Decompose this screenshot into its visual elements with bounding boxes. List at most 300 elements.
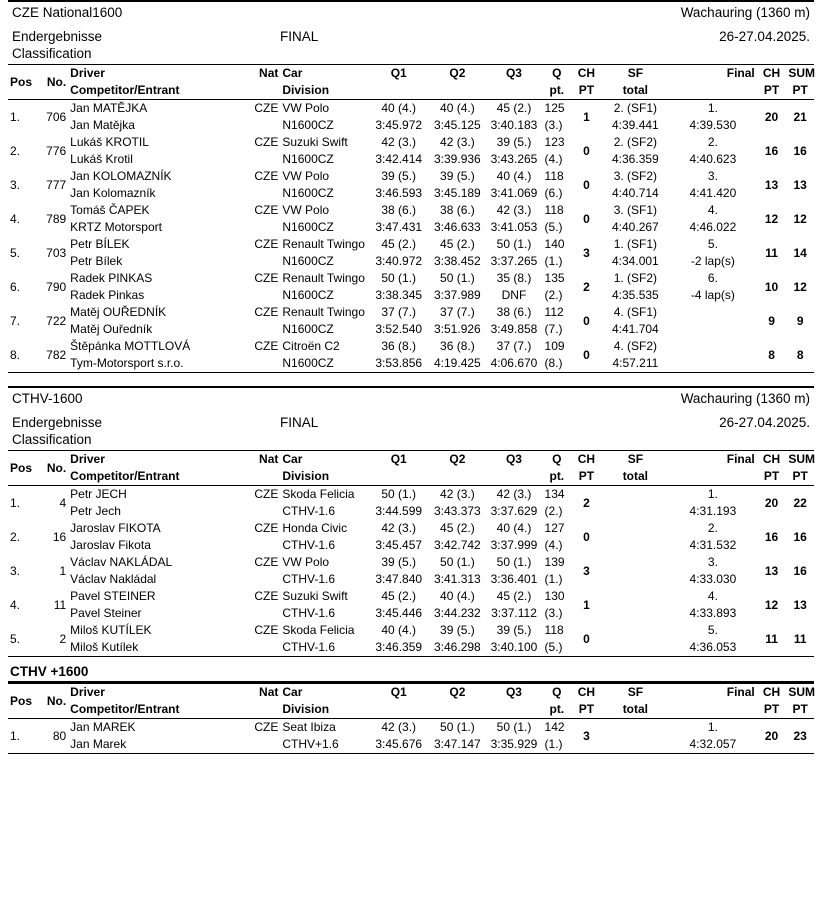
header-final: Final — [669, 65, 757, 83]
cell-chpt: 0 — [583, 313, 590, 328]
cell-no: 4 — [59, 495, 67, 510]
cell-q2b: 3:37.989 — [434, 288, 481, 302]
cell-q2a: 42 (3.) — [440, 135, 475, 149]
cell-entrant: Jaroslav Fikota — [70, 538, 151, 552]
cell-pos: 1. — [10, 728, 21, 743]
cell-chpt: 3 — [583, 245, 590, 260]
cell-nat: CZE — [254, 203, 279, 217]
cell-q1a: 39 (5.) — [381, 169, 417, 183]
cell-q1b: 3:44.599 — [375, 504, 423, 518]
header-sftotal: total — [602, 701, 669, 719]
cell-pos: 8. — [10, 347, 21, 362]
header-qpt: pt. — [543, 82, 572, 100]
cell-sfa — [602, 520, 669, 537]
cell-q2a: 42 (3.) — [440, 487, 475, 501]
cell-q1a: 50 (1.) — [381, 487, 417, 501]
header-nat: Nat — [221, 451, 280, 469]
header-q1: Q1 — [368, 684, 429, 702]
cell-q3b: 3:43.265 — [490, 152, 538, 166]
cell-q1b: 3:45.676 — [375, 737, 423, 751]
header-competitor: Competitor/Entrant — [68, 82, 221, 100]
cell-q3a: 45 (2.) — [496, 589, 532, 603]
cell-q1a: 42 (3.) — [381, 135, 417, 149]
cell-qa: 112 — [544, 305, 564, 319]
table-row-sub — [8, 287, 814, 304]
cell-fina: 5. — [707, 623, 718, 637]
header-q3: Q3 — [485, 451, 542, 469]
results-section — [8, 0, 814, 373]
cell-no: 777 — [46, 177, 67, 192]
header-sftotal: total — [602, 468, 669, 486]
class-title: CTHV-1600 — [12, 391, 83, 406]
cell-qb: (2.) — [544, 288, 563, 302]
cell-finb: 4:46.022 — [689, 220, 737, 234]
cell-finb — [669, 355, 757, 372]
cell-q3a: 39 (5.) — [496, 623, 532, 637]
header-ch: CH — [571, 65, 602, 83]
cell-chpt: 3 — [583, 563, 590, 578]
cell-sfb — [602, 571, 669, 588]
cell-qb: (1.) — [544, 737, 563, 751]
cell-division: N1600CZ — [282, 356, 334, 370]
cell-q1b: 3:47.840 — [375, 572, 423, 586]
table-row-sub — [8, 537, 814, 554]
cell-q2b: 3:43.373 — [434, 504, 481, 518]
cell-q3a: 50 (1.) — [496, 237, 532, 251]
cell-ch2: 20 — [764, 109, 779, 124]
cell-nat: CZE — [254, 271, 279, 285]
cell-driver: Štěpánka MOTTLOVÁ — [70, 339, 191, 353]
header-q1: Q1 — [368, 451, 429, 469]
cell-sfb — [602, 736, 669, 753]
header-division: Division — [280, 82, 368, 100]
cell-car: VW Polo — [282, 169, 330, 183]
header-chpt: PT — [571, 82, 602, 100]
cell-q3b: 3:37.265 — [490, 254, 538, 268]
cell-qb: (5.) — [544, 220, 563, 234]
cell-driver: Jaroslav FIKOTA — [70, 521, 161, 535]
cell-sfb — [602, 639, 669, 656]
cell-fina: 3. — [707, 555, 718, 569]
cell-no: 703 — [46, 245, 67, 260]
venue: Wachauring (1360 m) — [680, 391, 810, 406]
cell-qa: 118 — [544, 623, 564, 637]
cell-ch2: 13 — [764, 563, 779, 578]
cell-division: CTHV-1.6 — [282, 640, 336, 654]
cell-car: VW Polo — [282, 203, 330, 217]
cell-q2b: 3:41.313 — [434, 572, 481, 586]
cell-q1b: 3:40.972 — [375, 254, 423, 268]
cell-qa: 140 — [544, 237, 565, 251]
cell-pos: 7. — [10, 313, 21, 328]
cell-ch2: 16 — [764, 529, 779, 544]
cell-division: N1600CZ — [282, 322, 334, 336]
results-section — [8, 661, 814, 754]
cell-ch2: 8 — [768, 347, 775, 362]
cell-ch2: 16 — [764, 143, 779, 158]
cell-fina: 3. — [707, 169, 718, 183]
cell-pos: 5. — [10, 245, 21, 260]
cell-q2a: 39 (5.) — [440, 623, 475, 637]
cell-entrant: KRTZ Motorsport — [70, 220, 162, 234]
cell-sfa: 4. (SF1) — [613, 305, 658, 319]
cell-sfb — [602, 537, 669, 554]
cell-driver: Jan MATĚJKA — [70, 101, 148, 115]
cell-qb: (2.) — [544, 504, 563, 518]
cell-qa: 142 — [544, 720, 565, 734]
cell-qa: 135 — [544, 271, 565, 285]
cell-q2a: 37 (7.) — [440, 305, 475, 319]
results-table — [8, 450, 814, 656]
header-q3: Q3 — [485, 684, 542, 702]
header-division: Division — [280, 468, 368, 486]
cell-q1b: 3:45.457 — [375, 538, 423, 552]
table-row-sub — [8, 253, 814, 270]
cell-q1b: 3:45.972 — [375, 118, 423, 132]
cell-car: Honda Civic — [282, 521, 348, 535]
cell-entrant: Petr Jech — [70, 504, 121, 518]
table-row-sub — [8, 639, 814, 656]
classification-label: Classification — [12, 432, 92, 447]
header-driver: Driver — [68, 65, 221, 83]
cell-finb: 4:31.532 — [689, 538, 737, 552]
cell-q3b: 3:40.183 — [490, 118, 538, 132]
cell-q2b: 3:39.936 — [434, 152, 481, 166]
table-row — [8, 202, 814, 219]
table-row-sub — [8, 151, 814, 168]
cell-finb: 4:41.420 — [689, 186, 737, 200]
cell-no: 789 — [46, 211, 67, 226]
cell-sfa: 1. (SF1) — [613, 237, 658, 251]
header-nat: Nat — [221, 684, 280, 702]
cell-q2b: 3:47.147 — [434, 737, 481, 751]
header-qpt: pt. — [543, 468, 572, 486]
cell-sum: 9 — [796, 313, 804, 328]
cell-q3a: 35 (8.) — [496, 271, 532, 285]
cell-ch2: 9 — [768, 313, 775, 328]
cell-nat: CZE — [254, 589, 279, 603]
cell-entrant: Miloš Kutílek — [70, 640, 139, 654]
cell-q1a: 39 (5.) — [381, 555, 417, 569]
cell-sfa — [602, 622, 669, 639]
cell-q2b: 3:42.742 — [434, 538, 481, 552]
cell-q2a: 50 (1.) — [440, 720, 475, 734]
cell-qa: 118 — [544, 169, 564, 183]
cell-ch2: 13 — [764, 177, 779, 192]
cell-q2b: 3:44.232 — [434, 606, 481, 620]
cell-fina: 4. — [707, 589, 718, 603]
cell-fina: 1. — [707, 101, 718, 115]
cell-no: 722 — [46, 313, 67, 328]
header-driver: Driver — [68, 684, 221, 702]
header-sum: SUM — [788, 452, 816, 466]
cell-sum: 22 — [793, 495, 807, 510]
cell-nat: CZE — [254, 521, 279, 535]
cell-driver: Václav NAKLÁDAL — [70, 555, 173, 569]
cell-qb: (4.) — [544, 152, 563, 166]
cell-q2a: 45 (2.) — [440, 237, 475, 251]
header-car: Car — [280, 451, 368, 469]
cell-sfa: 3. (SF1) — [613, 203, 658, 217]
cell-q1b: 3:42.414 — [375, 152, 423, 166]
cell-ch2: 11 — [765, 245, 778, 260]
cell-q1b: 3:46.359 — [375, 640, 423, 654]
cell-nat: CZE — [254, 339, 279, 353]
cell-sum: 16 — [793, 143, 807, 158]
cell-sfa — [602, 554, 669, 571]
cell-nat: CZE — [254, 169, 279, 183]
cell-no: 2 — [59, 631, 67, 646]
cell-q3a: 40 (4.) — [496, 169, 532, 183]
cell-q2a: 40 (4.) — [440, 101, 475, 115]
cell-division: CTHV-1.6 — [282, 504, 336, 518]
header-pos: Pos — [8, 684, 39, 719]
cell-no: 776 — [46, 143, 67, 158]
cell-division: N1600CZ — [282, 186, 334, 200]
cell-entrant: Jan Kolomazník — [70, 186, 156, 200]
cell-q1a: 38 (6.) — [381, 203, 417, 217]
cell-q1a: 45 (2.) — [381, 589, 417, 603]
cell-sum: 14 — [793, 245, 807, 260]
table-row — [8, 100, 814, 118]
endergebnisse-label: Endergebnisse — [12, 29, 103, 44]
cell-sum: 11 — [793, 631, 807, 646]
cell-q2b: 3:51.926 — [434, 322, 481, 336]
cell-qb: (4.) — [544, 538, 563, 552]
cell-q2a: 39 (5.) — [440, 169, 475, 183]
cell-sfa: 3. (SF2) — [613, 169, 658, 183]
cell-sfa: 4. (SF2) — [613, 339, 658, 353]
class-title: CZE National1600 — [12, 5, 123, 20]
cell-pos: 2. — [10, 143, 21, 158]
header-competitor: Competitor/Entrant — [68, 701, 221, 719]
cell-q2b: 3:46.298 — [434, 640, 481, 654]
cell-finb: 4:32.057 — [689, 737, 737, 751]
cell-sum: 12 — [793, 279, 807, 294]
cell-driver: Jan KOLOMAZNÍK — [70, 169, 172, 183]
header-chpt: PT — [571, 468, 602, 486]
table-row-sub — [8, 355, 814, 372]
cell-qb: (1.) — [544, 254, 563, 268]
header-ch2: CH — [757, 65, 787, 83]
header-nat: Nat — [221, 65, 280, 83]
cell-q3b: 3:41.053 — [490, 220, 538, 234]
header-q1: Q1 — [368, 65, 429, 83]
cell-entrant: Petr Bílek — [70, 254, 123, 268]
cell-finb: 4:36.053 — [689, 640, 737, 654]
cell-sfb — [602, 503, 669, 520]
cell-q1a: 37 (7.) — [381, 305, 417, 319]
cell-q2a: 45 (2.) — [440, 521, 475, 535]
cell-fina: 5. — [707, 237, 718, 251]
cell-car: Skoda Felicia — [282, 487, 355, 501]
event-date: 26-27.04.2025. — [719, 29, 810, 44]
cell-qa: 123 — [544, 135, 565, 149]
header-ch2pt: PT — [757, 82, 787, 100]
cell-q3a: 45 (2.) — [496, 101, 532, 115]
cell-q1b: 3:38.345 — [375, 288, 423, 302]
cell-q3b: 3:37.999 — [490, 538, 538, 552]
cell-entrant: Pavel Steiner — [70, 606, 142, 620]
cell-chpt: 0 — [583, 347, 590, 362]
header-q: Q — [543, 451, 572, 469]
cell-driver: Lukáš KROTIL — [70, 135, 149, 149]
cell-entrant: Radek Pinkas — [70, 288, 145, 302]
cell-sfa — [602, 486, 669, 504]
cell-chpt: 0 — [583, 211, 590, 226]
cell-division: N1600CZ — [282, 152, 334, 166]
cell-driver: Pavel STEINER — [70, 589, 156, 603]
cell-chpt: 1 — [583, 109, 590, 124]
cell-q1a: 45 (2.) — [381, 237, 417, 251]
cell-sum: 23 — [793, 728, 807, 743]
cell-qa: 125 — [544, 101, 565, 115]
header-chpt: PT — [571, 701, 602, 719]
cell-qb: (3.) — [544, 606, 563, 620]
cell-fina: 2. — [707, 521, 718, 535]
cell-no: 706 — [46, 109, 67, 124]
cell-fina: 4. — [707, 203, 718, 217]
cell-q3a: 40 (4.) — [496, 521, 532, 535]
cell-chpt: 3 — [583, 728, 590, 743]
cell-ch2: 12 — [764, 597, 779, 612]
cell-qb: (6.) — [544, 186, 563, 200]
table-row — [8, 236, 814, 253]
header-sum: SUM — [788, 685, 816, 699]
cell-car: Skoda Felicia — [282, 623, 355, 637]
final-label: FINAL — [280, 29, 319, 44]
cell-q2b: 3:38.452 — [434, 254, 481, 268]
cell-q3a: 50 (1.) — [496, 720, 532, 734]
final-label: FINAL — [280, 415, 319, 430]
cell-pos: 5. — [10, 631, 21, 646]
venue: Wachauring (1360 m) — [680, 5, 810, 20]
cell-sum: 8 — [796, 347, 804, 362]
cell-fina: 1. — [707, 487, 718, 501]
cell-sfb — [602, 605, 669, 622]
cell-q1a: 40 (4.) — [381, 623, 417, 637]
header-q2: Q2 — [429, 684, 485, 702]
cell-sum: 16 — [793, 563, 807, 578]
table-row — [8, 588, 814, 605]
cell-driver: Tomáš ČAPEK — [70, 203, 150, 217]
cell-pos: 2. — [10, 529, 21, 544]
cell-finb: 4:39.530 — [689, 118, 737, 132]
cell-car: VW Polo — [282, 555, 330, 569]
cell-q3b: DNF — [501, 288, 527, 302]
header-sf: SF — [602, 684, 669, 702]
cell-q1a: 40 (4.) — [381, 101, 417, 115]
cell-sfb: 4:57.211 — [612, 356, 659, 370]
cell-car: VW Polo — [282, 101, 330, 115]
section-header — [8, 386, 814, 408]
cell-q1b: 3:46.593 — [375, 186, 423, 200]
cell-division: N1600CZ — [282, 288, 334, 302]
cell-entrant: Jan Matějka — [70, 118, 135, 132]
cell-finb — [669, 321, 757, 338]
table-row — [8, 134, 814, 151]
table-row — [8, 304, 814, 321]
header-ch: CH — [571, 451, 602, 469]
table-row-sub — [8, 185, 814, 202]
cell-entrant: Tym-Motorsport s.r.o. — [70, 356, 184, 370]
cell-finb: 4:33.030 — [689, 572, 737, 586]
cell-q3a: 38 (6.) — [496, 305, 532, 319]
cell-q1b: 3:52.540 — [375, 322, 423, 336]
header-driver: Driver — [68, 451, 221, 469]
header-q: Q — [543, 684, 572, 702]
table-row-sub — [8, 117, 814, 134]
header-q2: Q2 — [429, 451, 485, 469]
endergebnisse-label: Endergebnisse — [12, 415, 103, 430]
cell-division: CTHV-1.6 — [282, 606, 336, 620]
cell-ch2: 12 — [764, 211, 779, 226]
cell-qb: (7.) — [544, 322, 563, 336]
cell-pos: 4. — [10, 211, 21, 226]
cell-q3a: 42 (3.) — [496, 203, 532, 217]
cell-chpt: 2 — [583, 279, 590, 294]
cell-q3a: 37 (7.) — [496, 339, 532, 353]
cell-car: Citroën C2 — [282, 339, 340, 353]
cell-no: 790 — [46, 279, 67, 294]
cell-car: Renault Twingo — [282, 271, 365, 285]
cell-fina — [669, 304, 757, 321]
cell-pos: 3. — [10, 563, 21, 578]
header-q3: Q3 — [485, 65, 542, 83]
event-date: 26-27.04.2025. — [719, 415, 810, 430]
cell-sfa — [602, 719, 669, 737]
cell-qa: 134 — [544, 487, 565, 501]
cell-sum: 16 — [793, 529, 807, 544]
header-pos: Pos — [8, 65, 39, 100]
cell-chpt: 0 — [583, 529, 590, 544]
cell-q2a: 50 (1.) — [440, 271, 475, 285]
header-sumpt: PT — [786, 82, 814, 100]
table-row — [8, 338, 814, 355]
cell-q2b: 3:45.125 — [434, 118, 481, 132]
cell-sfb: 4:39.441 — [612, 118, 659, 132]
cell-finb: -2 lap(s) — [690, 254, 735, 268]
cell-driver: Jan MAREK — [70, 720, 136, 734]
table-row — [8, 622, 814, 639]
cell-qa: 109 — [544, 339, 565, 353]
classification-label: Classification — [12, 46, 92, 61]
results-table — [8, 683, 814, 753]
results-table — [8, 64, 814, 372]
cell-ch2: 10 — [764, 279, 779, 294]
header-sumpt: PT — [786, 468, 814, 486]
cell-q1a: 42 (3.) — [381, 521, 417, 535]
cell-nat: CZE — [254, 237, 279, 251]
cell-sfa: 2. (SF2) — [613, 135, 658, 149]
cell-entrant: Jan Marek — [70, 737, 127, 751]
cell-qb: (3.) — [544, 118, 563, 132]
cell-driver: Miloš KUTÍLEK — [70, 623, 152, 637]
table-row-sub — [8, 736, 814, 753]
table-row — [8, 719, 814, 737]
cell-q3b: 3:41.069 — [490, 186, 538, 200]
cell-division: CTHV-1.6 — [282, 572, 336, 586]
header-division: Division — [280, 701, 368, 719]
cell-pos: 1. — [10, 109, 21, 124]
header-sf: SF — [602, 65, 669, 83]
cell-pos: 4. — [10, 597, 21, 612]
cell-sfb: 4:41.704 — [612, 322, 659, 336]
cell-nat: CZE — [254, 555, 279, 569]
cell-chpt: 0 — [583, 143, 590, 158]
cell-ch2: 20 — [764, 728, 779, 743]
cell-no: 1 — [59, 563, 67, 578]
